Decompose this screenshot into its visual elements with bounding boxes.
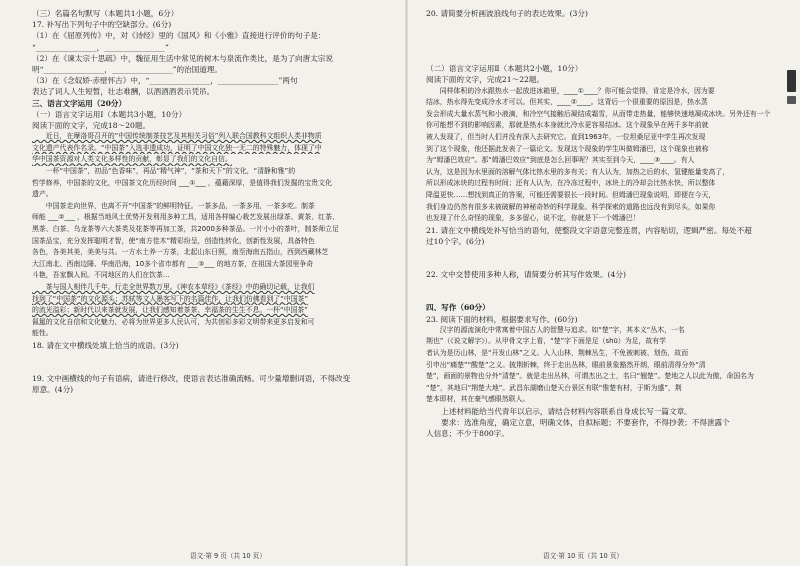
question-23: 23. 阅读下面的材料，根据要求写作。(60分) [426, 314, 578, 324]
material-line: 楚”，画面的景物也分外“清楚”。就是走出丛林，可谓杰出之士，名曰“翘楚”。楚地之人以此为傲，命国名为 [426, 372, 754, 381]
material-line: 者认为是历山林，是“开发山林”之义。人入山林，荆棘丛生，不免被刺被、划伤，故而 [426, 348, 689, 357]
passage-line: 文化遗产代表作名录。“中国茶”入选非遗成功，证明了中国文化独一无二的特殊魅力，体现了中 [32, 143, 322, 152]
page-footer-10: 语文·第 10 页（共 10 页） [543, 552, 624, 560]
page-footer-9: 语文·第 9 页（共 10 页） [190, 552, 266, 560]
question-21: 21. 请在文中横线处补写恰当的语句，使整段文字语意完整连贯，内容贴切，逻辑严密。每处不超 [426, 225, 752, 235]
material-line: 引申出“痛楚”“酸楚”之义。披荆斩棘，终于走出丛林，眼前景象豁然开朗，眼前清得分外“清 [426, 360, 706, 369]
question-22: 22. 文中交替使用多种人称，请简要分析其写作效果。(4分) [426, 270, 626, 280]
section-writing: 四、写作（60分） [426, 303, 490, 313]
text-line: 阅读下面的文字，完成18～20题。 [32, 121, 151, 131]
passage-line: 找到了“中国茶”的文化源头；苏轼等文人墨客写下的名篇佳作，让我们仿佛看到了“中国茶” [32, 294, 309, 303]
passage-line: 华中国茶资源对人类文化多样性的贡献，彰显了我们的文化自信。 [32, 155, 232, 164]
passage-line: 茶与国人相伴几千年，行走全世界数万里。《神农本草经》《茶经》中的确切记载，让我们 [32, 282, 315, 291]
passage-line: 中国茶走向世界，也离不开“中国茶”的鲜明特征。一茶多品，一茶多用，一茶多吃。制茶 [32, 201, 315, 210]
question-21-cont: 过10个字。(6分) [426, 236, 485, 246]
left-passage [32, 131, 398, 340]
passage-line: 认为，这是因为水里面的溶解气体比热水里的多有关；有人认为，加热之后的水，氢键能量变高了， [426, 167, 730, 176]
material-line: “楚”，其地曰“荆楚大地”。武昌东湖磨山楚天台景区有联“惟楚有材，于斯为盛”，荆 [426, 383, 682, 392]
passage-line: 师能 ___②___ ，根据当地风土优势开发利用多种工具，适用各样编心栽艺发展出绿茶、黄茶、红茶、 [32, 213, 339, 222]
text-line: （三）名篇名句默写（本题共1小题，6分） [32, 9, 179, 18]
writing-material [426, 325, 780, 406]
passage-line: 各色，各美其美，美美与共。一方水土养一方茶，北起山东日照，南至海南五指山，西到西藏林芝 [32, 248, 329, 257]
writing-task: 上述材料能给当代青年以启示，请结合材料内容联系自身成长写一篇文章。 [426, 406, 692, 416]
material-line: 楚本即材，其在豪气感眼然联人。 [426, 395, 530, 404]
writing-requirements: 要求：选准角度，确定立意，明确文体，自拟标题；不要套作，不得抄袭；不得泄露个 [426, 418, 730, 428]
passage-line: 降温更快……想找到真正的答案，可能还需要很长一段时间。但姆潘巴现象说明，即便在今天， [426, 190, 716, 199]
passage-line: 遗产。 [32, 190, 53, 199]
instruction-21-22: 阅读下面的文字，完成21～22题。 [426, 75, 545, 85]
writing-requirements-cont: 人信息；不少于800字。 [426, 429, 509, 439]
answer-space-21 [426, 247, 780, 269]
material-line: 荆也”（《说文解字》）。从甲骨文字上看，“楚”字下面是足（shū）为足，故有学 [426, 337, 667, 346]
text-line: （2）在《谏太宗十思疏》中，魏征用生活中常见的树木与泉流作类比，是为了向唐太宗说 [32, 53, 333, 63]
passage-line: 国茶品宝，充分发挥聪明才智，使“南方佳木”精彩纷呈，创造性转化，创新性发展，具备特色 [32, 236, 315, 245]
passage-line: 斗艳，吾家飘人间。不同地区的人们在饮茶... [32, 271, 170, 280]
passage-line: 黑茶、白茶、乌龙茶等六大茶类及花茶等再加工茶，共2000多种茶品。一片小小的茶叶，制茶师立足 [32, 224, 339, 233]
passage-line: 你可能想不到的影响因素，那就是热水本身就比冷水更容易结冰。这个现象早在两千多年前就 [426, 121, 709, 130]
right-passage [426, 86, 780, 225]
passage-line: 一杯“中国茶”，初品“色香味”，再品“精气神”，“茶和天下”的文化，“清静和雅”的 [32, 167, 296, 176]
passage-line: 同样体积的冷水跟热水一起放进冰箱里，____①____？你可能会觉得，肯定是冷水，因为要 [426, 86, 715, 95]
passage-line: 为“姆潘巴效应”。那“姆潘巴效应”到底是怎么回事呢？其实至到今天，____③____。有人 [426, 156, 695, 165]
passage-line: 哲学修养，中国茶的文化，中国茶文化历经时间 ___①___ ，蕴藉深厚，是值得我们发掘的宝贵文化 [32, 178, 332, 187]
page-10 [408, 0, 800, 566]
text-line: （1）在《屈原列传》中，对《诗经》里的《国风》和《小雅》直接进行评价的句子是： [32, 31, 326, 41]
text-line: （一）语言文字运用Ⅰ（本题共3小题，10分） [32, 109, 187, 119]
section-language-ii: （二）语言文字运用Ⅱ（本题共2小题，10分） [426, 64, 583, 74]
passage-line: 发会形成大量水蒸气和小液滴，和冷空气接触后凝结成霜雪，从而带走热量，能够快速地凝成冰块。另外还有一个 [426, 109, 771, 118]
passage-line: 的流光溢彩；新时代以来茶就发展，让我们感知着茶茶、幸福茶的生生不息。一杯“中国茶” [32, 306, 308, 315]
question-19: 19. 文中画横线的句子有语病，请进行修改，使语言表达准确流畅。可少量增删词语，不得改变 [32, 374, 351, 384]
text-line: 表达了词人人生短暂，壮志难酬，以酒酒酒表示凭吊。 [32, 87, 215, 97]
passage-line: 氤氲的文化自信和文化魅力，必将为世界更多人民认可，为共创彩多彩文明带来更多启发和可 [32, 317, 315, 326]
passage-line: 大江南北、西南边陲、华南沿海，10多个省市都有 ___③___ 的地方茶，在祖国大茶园里争奇 [32, 259, 314, 268]
question-18: 18. 请在文中横线处填上恰当的成语。(3分) [32, 340, 179, 350]
text-line: 三、语言文字运用（20分） [32, 98, 127, 108]
material-line: 汉字的源流演化中常寓着中国古人的智慧与追求。如“楚”字，其本义“丛木，一名 [426, 325, 685, 334]
passage-line: 近日，在摩洛哥召开的“中国传统制茶技艺及其相关习俗”列入联合国教科文组织人类非物质 [32, 132, 322, 141]
answer-space-20 [426, 19, 780, 63]
text-line: （3）在《念奴娇·赤壁怀古》中，“________________，________________”两句 [32, 76, 298, 86]
passage-line: 所以形成冰块的过程有时间；还有人认为，在冷冻过程中，冰块上的冷却会比热水快，所以整体 [426, 179, 716, 188]
text-line: 17. 补写出下列句子中的空缺部分。(6分) [32, 20, 172, 30]
text-line: “________________，________________” [32, 42, 169, 52]
question-20: 20. 请简要分析画波浪线句子的表达效果。(3分) [426, 9, 588, 18]
passage-line: 到了这个现象，他还据此发表了一篇论文。发现这个现象的学生叫做姆潘巴，这个现象也被称 [426, 144, 709, 153]
answer-space-22 [426, 280, 780, 302]
answer-space-18 [32, 351, 398, 373]
passage-line: 结冰，热水得先变成冷水才可以。但其实，____②____。这背后一个很重要的原因是，热水蒸 [426, 98, 708, 107]
passage-line: 被人发现了，但当时人们并没有深入去研究它。直到1963年，一位坦桑尼亚中学生再次发现 [426, 132, 706, 141]
binding-mark-small-icon [787, 96, 796, 104]
passage-line: 也发现了什么奇怪的现象，多多留心，说不定，你就是下一个姆潘巴！ [426, 214, 640, 223]
passage-line: 能性。 [32, 329, 53, 338]
question-19-cont: 原意。(4分) [32, 385, 74, 395]
left-header-lines [32, 8, 398, 131]
text-line: 明“________________，________________”的治国道理。 [32, 65, 223, 75]
binding-mark-icon [787, 70, 796, 92]
passage-line: 我们身边仍然有很多未被破解的神秘奇妙的科学现象。科学探索的道路也远没有到尽头，如果你 [426, 202, 716, 211]
